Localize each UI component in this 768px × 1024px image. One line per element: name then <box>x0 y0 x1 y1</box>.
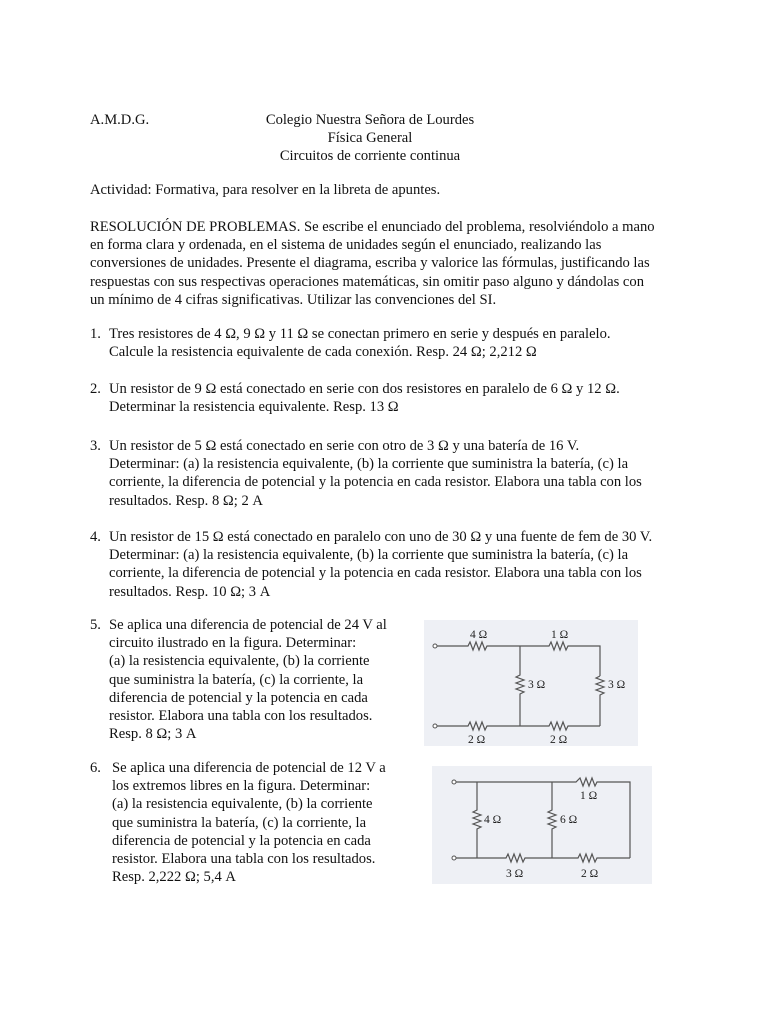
problem-line: los extremos libres en la figura. Determinar: <box>112 778 371 795</box>
course-name: Física General <box>327 130 413 146</box>
label-2-ohm: 2 Ω <box>581 868 599 880</box>
problem-line: que suministra la batería, (c) la corriente, la <box>112 814 367 831</box>
activity-line: Actividad: Formativa, para resolver en la libreta de apuntes. <box>90 182 441 198</box>
terminal-bottom <box>433 724 437 728</box>
problem-line: Calcule la resistencia equivalente de cada conexión. Resp. 24 Ω; 2,212 Ω <box>109 344 537 361</box>
label-2-ohm-left: 2 Ω <box>468 734 486 746</box>
instructions-line: RESOLUCIÓN DE PROBLEMAS. Se escribe el enunciado del problema, resolviéndolo a mano <box>90 219 655 235</box>
problem-line: resultados. Resp. 8 Ω; 2 A <box>109 492 263 509</box>
header-left: A.M.D.G. <box>90 112 150 128</box>
instructions-line: un mínimo de 4 cifras significativas. Utilizar las convenciones del SI. <box>90 291 497 308</box>
problem-line: Resp. 2,222 Ω; 5,4 A <box>112 869 236 886</box>
circuit-diagram <box>424 620 638 746</box>
label-3-ohm-mid: 3 Ω <box>528 679 546 691</box>
problem-4 <box>90 528 652 601</box>
problem-1 <box>90 325 611 361</box>
instructions-line: conversiones de unidades. Presente el diagrama, escriba y valorice las fórmulas, justificando las <box>90 255 650 272</box>
label-4-ohm: 4 Ω <box>470 629 488 641</box>
circuit-figure-6 <box>432 766 652 884</box>
problem-number: 4. <box>90 529 101 545</box>
problem-line: Se aplica una diferencia de potencial de 24 V al <box>109 617 387 633</box>
topic-title: Circuitos de corriente continua <box>279 148 461 164</box>
problem-line: Determinar: (a) la resistencia equivalente, (b) la corriente que suministra la batería, (c) la <box>109 547 629 564</box>
problem-line: Se aplica una diferencia de potencial de 12 V a <box>112 760 386 776</box>
school-name: Colegio Nuestra Señora de Lourdes <box>265 112 475 128</box>
label-3-ohm: 3 Ω <box>506 868 524 880</box>
label-2-ohm-right: 2 Ω <box>550 734 568 746</box>
terminal-bottom <box>452 856 456 860</box>
terminal-top <box>452 780 456 784</box>
problem-number: 2. <box>90 381 101 397</box>
problem-number: 3. <box>90 438 101 454</box>
problem-5 <box>90 616 387 743</box>
figure-background <box>432 766 652 884</box>
terminal-top <box>433 644 437 648</box>
problem-line: corriente, la diferencia de potencial y la potencia en cada resistor. Elabora una tabla con los <box>109 474 642 491</box>
problem-6 <box>90 759 386 886</box>
problem-line: diferencia de potencial y la potencia en cada <box>109 689 368 706</box>
problem-line: Un resistor de 5 Ω está conectado en serie con otro de 3 Ω y una batería de 16 V. <box>109 438 580 454</box>
circuit-figure-5 <box>424 620 638 746</box>
problem-line: resistor. Elabora una tabla con los resultados. <box>112 851 376 868</box>
problem-line: resistor. Elabora una tabla con los resultados. <box>109 708 373 725</box>
problem-line: Determinar la resistencia equivalente. Resp. 13 Ω <box>109 399 399 416</box>
problem-line: Tres resistores de 4 Ω, 9 Ω y 11 Ω se conectan primero en serie y después en paralelo. <box>109 326 611 342</box>
problem-line: Resp. 8 Ω; 3 A <box>109 726 197 743</box>
label-4-ohm: 4 Ω <box>484 814 502 826</box>
problem-line: resultados. Resp. 10 Ω; 3 A <box>109 583 271 600</box>
problem-3 <box>90 437 642 510</box>
problem-number: 6. <box>90 760 101 776</box>
label-3-ohm-right: 3 Ω <box>608 679 626 691</box>
problem-line: diferencia de potencial y la potencia en cada <box>112 832 371 849</box>
label-1-ohm: 1 Ω <box>580 790 598 802</box>
problem-line: Un resistor de 15 Ω está conectado en paralelo con uno de 30 Ω y una fuente de fem de 30 V. <box>109 529 653 545</box>
problem-line: (a) la resistencia equivalente, (b) la corriente <box>112 796 373 813</box>
instructions-line: en forma clara y ordenada, en el sistema de unidades según el enunciado, realizando las <box>90 237 602 254</box>
problem-line: Determinar: (a) la resistencia equivalente, (b) la corriente que suministra la batería, (c) la <box>109 456 629 473</box>
label-6-ohm: 6 Ω <box>560 814 578 826</box>
problem-line: circuito ilustrado en la figura. Determinar: <box>109 635 357 652</box>
problem-number: 1. <box>90 326 101 342</box>
instructions-line: respuestas con sus respectivas operaciones matemáticas, sin omitir paso alguno y dándolas con <box>90 273 645 290</box>
problem-number: 5. <box>90 617 101 633</box>
instructions-paragraph <box>90 218 680 309</box>
problem-2 <box>90 380 620 416</box>
problem-line: (a) la resistencia equivalente, (b) la corriente <box>109 653 370 670</box>
label-1-ohm: 1 Ω <box>551 629 569 641</box>
circuit-diagram <box>432 766 652 884</box>
problem-line: Un resistor de 9 Ω está conectado en serie con dos resistores en paralelo de 6 Ω y 12 Ω. <box>109 381 620 397</box>
problem-line: que suministra la batería, (c) la corriente, la <box>109 671 364 688</box>
problem-line: corriente, la diferencia de potencial y la potencia en cada resistor. Elabora una tabla con los <box>109 565 642 582</box>
